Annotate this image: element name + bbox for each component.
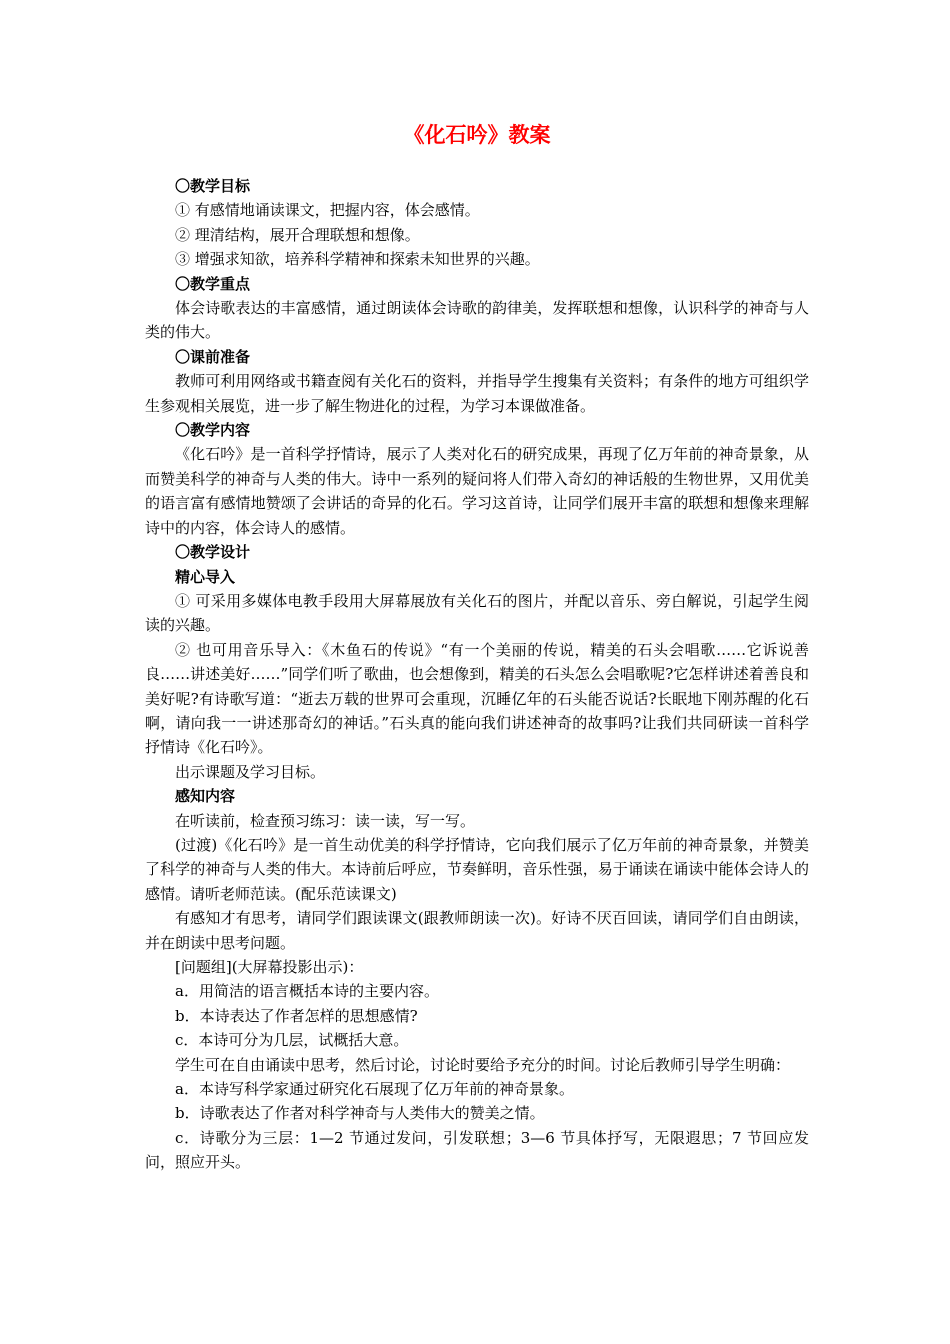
section-heading-objectives: 〇教学目标 bbox=[175, 177, 251, 195]
paragraph: ② 也可用音乐导入：《木鱼石的传说》“有一个美丽的传说，精美的石头会唱歌……它诉说善良……讲述美好……”同学们听了歌曲，也会想像到，精美的石头怎么会唱歌呢?它怎样讲述着善良和美好呢?有诗歌写道：“逝去万载的世界可会重现，沉睡亿年的石头能否说话?长眠地下刚苏醒的化石啊，请向我一一讲述那奇幻的神话。”石头真的能向我们讲述神奇的故事吗?让我们共同研读一首科学抒情诗《化石吟》。 bbox=[145, 640, 809, 757]
document-page bbox=[145, 118, 809, 1175]
paragraph: 出示课题及学习目标。 bbox=[175, 762, 326, 781]
paragraph: 《化石吟》是一首科学抒情诗，展示了人类对化石的研究成果，再现了亿万年前的神奇景象，从而赞美科学的神奇与人类的伟大。诗中一系列的疑问将人们带入奇幻的神话般的生物世界，又用优美的语言富有感情地赞颂了会讲话的奇异的化石。学习这首诗，让同学们展开丰富的联想和想像来理解诗中的内容，体会诗人的感情。 bbox=[145, 445, 809, 537]
subsection-heading-perception: 感知内容 bbox=[175, 787, 236, 806]
section-heading-content: 〇教学内容 bbox=[175, 421, 251, 440]
paragraph: [问题组](大屏幕投影出示)： bbox=[175, 958, 364, 976]
list-item: a．用简洁的语言概括本诗的主要内容。 bbox=[175, 982, 439, 1001]
paragraph: (过渡)《化石吟》是一首生动优美的科学抒情诗，它向我们展示了亿万年前的神奇景象，并赞美了科学的神奇与人类的伟大。本诗前后呼应，节奏鲜明，音乐性强，易于诵读在诵读中能体会诗人的感情。请听老师范读。(配乐范读课文) bbox=[145, 835, 809, 903]
section-heading-key-points: 〇教学重点 bbox=[175, 274, 251, 293]
list-item: b．诗歌表达了作者对科学神奇与人类伟大的赞美之情。 bbox=[175, 1104, 545, 1123]
paragraph: ③ 增强求知欲，培养科学精神和探索未知世界的兴趣。 bbox=[175, 250, 540, 269]
list-item: a．本诗写科学家通过研究化石展现了亿万年前的神奇景象。 bbox=[175, 1080, 574, 1099]
list-item: b．本诗表达了作者怎样的思想感情? bbox=[175, 1006, 418, 1025]
paragraph: 学生可在自由诵读中思考，然后讨论，讨论时要给予充分的时间。讨论后教师引导学生明确： bbox=[175, 1055, 791, 1074]
subsection-heading-introduction: 精心导入 bbox=[175, 567, 236, 586]
section-heading-preparation: 〇课前准备 bbox=[175, 347, 251, 366]
paragraph: ① 可采用多媒体电教手段用大屏幕展放有关化石的图片，并配以音乐、旁白解说，引起学生阅读的兴趣。 bbox=[145, 591, 809, 635]
paragraph: 体会诗歌表达的丰富感情，通过朗读体会诗歌的韵律美，发挥联想和想像，认识科学的神奇与人类的伟大。 bbox=[145, 299, 809, 342]
document-title: 《化石吟》教案 bbox=[403, 123, 551, 147]
paragraph: 在听读前，检查预习练习：读一读，写一写。 bbox=[175, 811, 476, 830]
paragraph: ② 理清结构，展开合理联想和想像。 bbox=[175, 225, 420, 244]
list-item: c．本诗可分为几层，试概括大意。 bbox=[175, 1031, 409, 1050]
section-heading-design: 〇教学设计 bbox=[175, 543, 251, 562]
paragraph: 教师可利用网络或书籍查阅有关化石的资料，并指导学生搜集有关资料；有条件的地方可组织学生参观相关展览，进一步了解生物进化的过程，为学习本课做准备。 bbox=[145, 372, 809, 415]
paragraph: ① 有感情地诵读课文，把握内容，体会感情。 bbox=[175, 201, 480, 220]
list-item: c．诗歌分为三层：1—2 节通过发问，引发联想；3—6 节具体抒写，无限遐思；7 节回应发问，照应开头。 bbox=[145, 1128, 809, 1172]
paragraph: 有感知才有思考，请同学们跟读课文(跟教师朗读一次)。好诗不厌百回读，请同学们自由朗读，并在朗读中思考问题。 bbox=[145, 909, 809, 952]
